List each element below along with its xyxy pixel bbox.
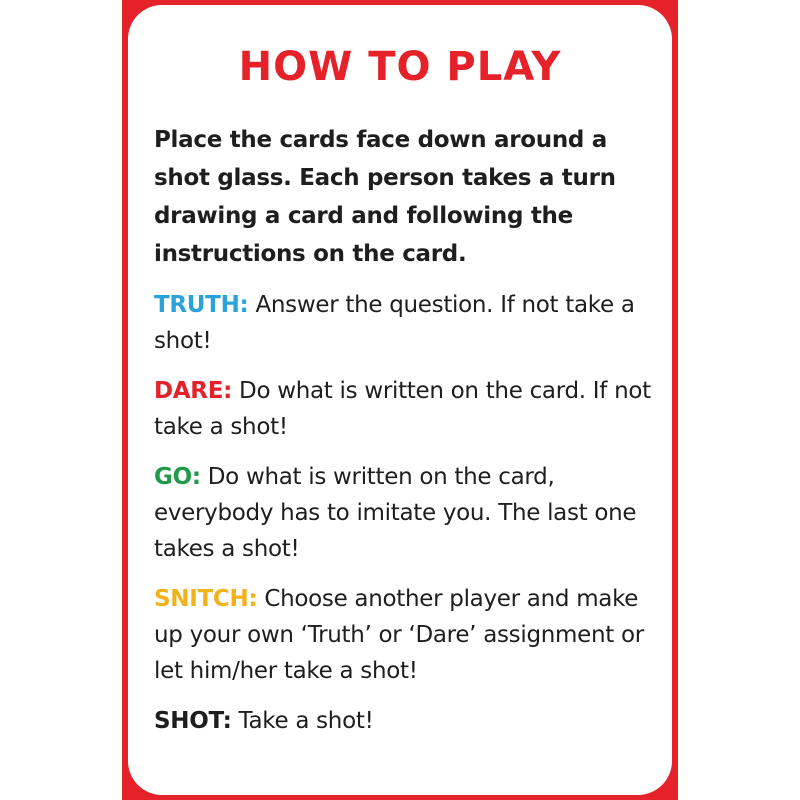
rule-snitch <box>154 581 664 689</box>
rule-go <box>154 459 664 567</box>
rule-keyword-shot: SHOT: <box>154 708 232 734</box>
rule-text-truth: Answer the question. If not take a shot! <box>154 292 635 354</box>
rule-text-dare: Do what is written on the card. If not take a shot! <box>154 378 651 440</box>
intro-text: Place the cards face down around a shot glass. Each person takes a turn drawing a card and following the instructions on the card. <box>154 127 616 267</box>
rule-text-snitch: Choose another player and make up your own ‘Truth’ or ‘Dare’ assignment or let him/her take a shot! <box>154 586 644 684</box>
rule-text-go: Do what is written on the card, everybody has to imitate you. The last one takes a shot! <box>154 464 637 562</box>
rule-dare <box>154 373 664 445</box>
card-title: HOW TO PLAY <box>238 44 562 90</box>
rule-keyword-dare: DARE: <box>154 378 233 404</box>
rule-keyword-truth: TRUTH: <box>154 292 249 318</box>
rule-keyword-snitch: SNITCH: <box>154 586 258 612</box>
rule-shot <box>154 703 664 739</box>
card-face <box>128 5 672 795</box>
rules-card <box>122 0 678 800</box>
rule-truth <box>154 287 664 359</box>
card-content <box>154 121 664 753</box>
rule-text-shot: Take a shot! <box>238 708 374 734</box>
rule-keyword-go: GO: <box>154 464 201 490</box>
